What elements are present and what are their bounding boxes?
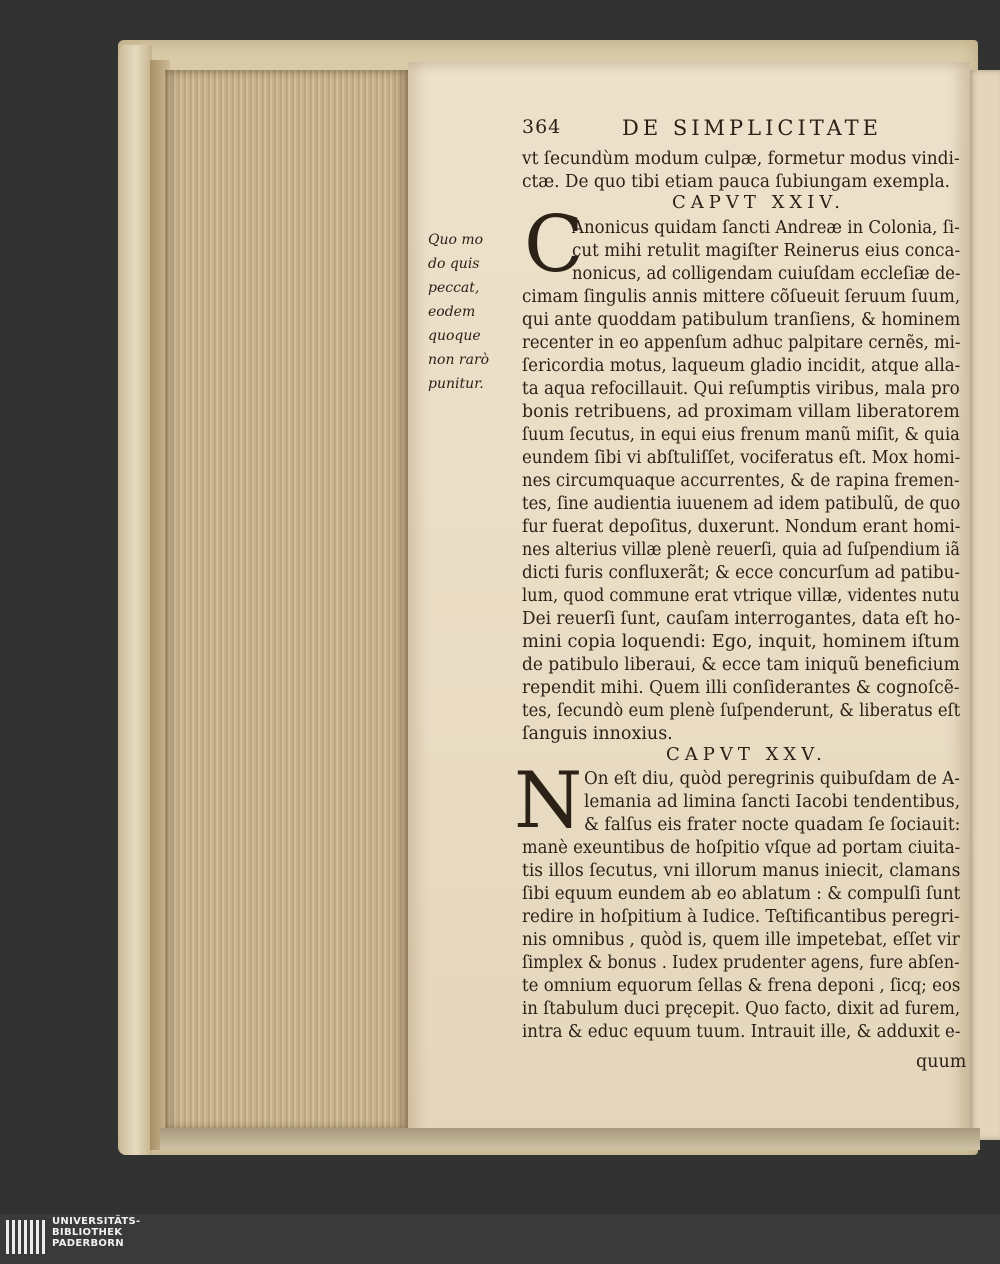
facing-page-edge bbox=[968, 70, 1000, 1140]
text-line: bonis retribuens, ad proximam villam liberatorem bbox=[522, 402, 960, 422]
running-head bbox=[522, 116, 942, 146]
marginal-line: eodem bbox=[428, 304, 476, 320]
text-line: & falſus eis frater nocte quadam ſe ſociauit: bbox=[584, 815, 961, 835]
text-line: tis illos ſecutus, vni illorum manus iniecit, clamans bbox=[522, 861, 961, 881]
text-line: On eſt diu, quòd peregrinis quibuſdam de A- bbox=[584, 769, 960, 789]
text-line: cimam ſingulis annis mittere cõſueuit ſeruum ſuum, bbox=[522, 287, 961, 307]
text-line: redire in hoſpitium à Iudice. Teſtificantibus peregri- bbox=[522, 907, 960, 927]
text-line: nes circumquaque accurrentes, & de rapina fremen- bbox=[522, 471, 960, 491]
marginal-line: do quis bbox=[428, 256, 480, 272]
text-line: cut mihi retulit magiſter Reinerus eius conca- bbox=[572, 241, 961, 261]
text-line: mini copia loquendi: Ego, inquit, hominem iſtum bbox=[522, 632, 960, 652]
text-line: ſibi equum eundem ab eo ablatum : & compulſi ſunt bbox=[522, 884, 961, 904]
logo-line: PADERBORN bbox=[52, 1238, 124, 1249]
chapter-heading: CAPVT XXIV. bbox=[672, 192, 845, 213]
marginal-line: non rarò bbox=[428, 352, 490, 368]
page-stack-edge bbox=[165, 70, 408, 1130]
logo-line: BIBLIOTHEK bbox=[52, 1227, 123, 1238]
text-line: rependit mihi. Quem illi conſiderantes & cognoſcẽ- bbox=[522, 678, 960, 698]
text-line: Dei reuerſi ſunt, cauſam interrogantes, data eſt ho- bbox=[522, 609, 961, 629]
intro-line: vt ſecundùm modum culpæ, formetur modus vindi- bbox=[522, 149, 960, 169]
library-logo-icon bbox=[6, 1220, 48, 1254]
text-line: nes alterius villæ plenè reuerſi, quia ad ſuſpendium iã bbox=[522, 540, 960, 560]
book-bottom-board bbox=[160, 1128, 980, 1150]
text-line: intra & educ equum tuum. Intrauit ille, & adduxit e- bbox=[522, 1022, 961, 1042]
intro-line: ctæ. De quo tibi etiam pauca ſubiungam exempla. bbox=[522, 172, 951, 192]
text-line: nis omnibus , quòd is, quem ille impetebat, eſſet vir bbox=[522, 930, 960, 950]
marginal-line: Quo mo bbox=[428, 232, 484, 248]
text-line: eundem ſibi vi abſtuliſſet, vociferatus eſt. Mox homi- bbox=[522, 448, 961, 468]
text-line: recenter in eo appenſum adhuc palpitare cernẽs, mi- bbox=[522, 333, 961, 353]
text-line: qui ante quoddam patibulum tranſiens, & hominem bbox=[522, 310, 961, 330]
text-line: ta aqua refocillauit. Qui reſumptis viribus, mala pro bbox=[522, 379, 960, 399]
text-line: ſuum ſecutus, in equi eius frenum manũ miſit, & quia bbox=[522, 425, 960, 445]
text-line: lum, quod commune erat vtrique villæ, videntes nutu bbox=[522, 586, 960, 606]
text-line: fur fuerat depoſitus, duxerunt. Nondum erant homi- bbox=[522, 517, 961, 537]
text-line: nonicus, ad colligendam cuiuſdam eccleſiæ de- bbox=[572, 264, 961, 284]
running-title: DE SIMPLICITATE bbox=[622, 116, 882, 140]
library-footer bbox=[0, 1214, 1000, 1264]
marginal-line: peccat, bbox=[428, 280, 480, 296]
marginal-line: quoque bbox=[428, 328, 481, 344]
text-line: lemania ad limina ſancti Iacobi tendentibus, bbox=[584, 792, 961, 812]
marginal-note bbox=[428, 228, 518, 396]
catchword: quum bbox=[916, 1052, 967, 1072]
text-line: te omnium equorum ſellas & frena deponi , ſicq; eos bbox=[522, 976, 961, 996]
text-line: ſimplex & bonus . Iudex prudenter agens, fure abſen- bbox=[522, 953, 960, 973]
text-line: dicti furis confluxerãt; & ecce concurſum ad patibu- bbox=[522, 563, 960, 583]
text-line: de patibulo liberaui, & ecce tam iniquũ beneficium bbox=[522, 655, 960, 675]
library-logo-text bbox=[52, 1216, 141, 1249]
text-line: manè exeuntibus de hoſpitio vſque ad portam ciuita- bbox=[522, 838, 961, 858]
text-line: ſanguis innoxius. bbox=[522, 724, 673, 744]
text-line: Anonicus quidam ſancti Andreæ in Colonia, ſi- bbox=[572, 218, 960, 238]
chapter-heading: CAPVT XXV. bbox=[666, 744, 827, 765]
page-number: 364 bbox=[522, 116, 562, 138]
logo-line: UNIVERSITÄTS- bbox=[52, 1216, 141, 1227]
drop-cap: N bbox=[514, 756, 583, 846]
text-line: tes, ſecundò eum plenè ſuſpenderunt, & liberatus eſt bbox=[522, 701, 961, 721]
drop-cap: C bbox=[524, 200, 584, 290]
marginal-line: punitur. bbox=[428, 376, 484, 392]
text-line: tes, ſine audientia iuuenem ad idem patibulũ, de quo bbox=[522, 494, 961, 514]
text-line: ſericordia motus, laqueum gladio incidit, atque alla- bbox=[522, 356, 961, 376]
book-binding-edge bbox=[120, 45, 152, 1155]
text-line: in ſtabulum duci pręcepit. Quo facto, dixit ad furem, bbox=[522, 999, 961, 1019]
